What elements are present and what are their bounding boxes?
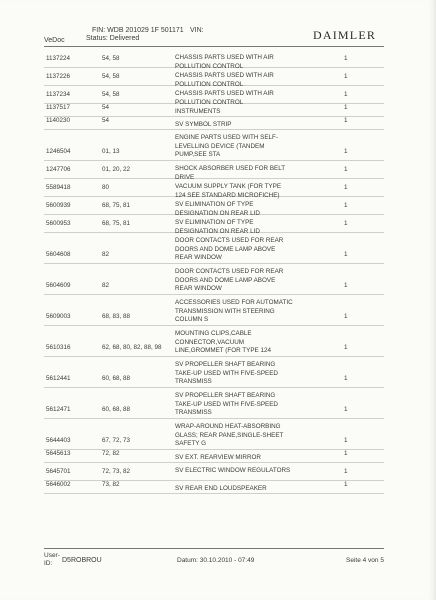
part-description: SV EXT. REARVIEW MIRROR <box>175 454 261 461</box>
group-numbers: 68, 75, 81 <box>102 202 131 210</box>
quantity: 1 <box>344 117 348 125</box>
part-code: 5644403 <box>46 437 71 445</box>
table-row <box>44 326 384 357</box>
daimler-logo: DAIMLER <box>313 28 377 42</box>
quantity: 1 <box>344 202 348 210</box>
quantity: 1 <box>344 282 348 290</box>
group-numbers: 68, 75, 81 <box>102 220 131 228</box>
group-numbers: 01, 20, 22 <box>102 166 131 174</box>
part-code: 5600953 <box>46 220 71 228</box>
part-description: ACCESSORIES USED FOR AUTOMATIC TRANSMISSION WITH STEERING COLUMN S <box>175 299 293 324</box>
part-code: 5610316 <box>46 344 71 352</box>
quantity: 1 <box>344 450 348 458</box>
part-description: SV ELIMINATION OF TYPE DESIGNATION ON REAR LID <box>175 219 260 235</box>
group-numbers: 54, 58 <box>102 91 120 99</box>
part-code: 5604608 <box>46 251 71 259</box>
group-numbers: 54, 58 <box>102 55 120 63</box>
table-row <box>44 450 384 463</box>
part-code: 1137226 <box>46 73 71 81</box>
status-text: Status: Delivered <box>86 35 140 42</box>
quantity: 1 <box>344 220 348 228</box>
page-number: Seite 4 von 5 <box>346 557 384 564</box>
part-description: SHOCK ABSORBER USED FOR BELT DRIVE <box>175 165 285 181</box>
quantity: 1 <box>344 91 348 99</box>
table-row <box>44 388 384 419</box>
page-header <box>0 0 436 50</box>
group-numbers: 54, 58 <box>102 73 120 81</box>
part-code: 5589418 <box>46 184 71 192</box>
table-row <box>44 264 384 295</box>
quantity: 1 <box>344 55 348 63</box>
table-row <box>44 86 384 104</box>
quantity: 1 <box>344 406 348 414</box>
table-row <box>44 233 384 264</box>
part-description: CHASSIS PARTS USED WITH AIR POLLUTION CONTROL <box>175 72 274 88</box>
group-numbers: 82 <box>102 251 110 259</box>
table-row <box>44 117 384 130</box>
part-description: SV PROPELLER SHAFT BEARING TAKE-UP USED WITH FIVE-SPEED TRANSMISS <box>175 392 278 417</box>
footer-divider <box>44 548 384 549</box>
part-code: 5612441 <box>46 375 71 383</box>
group-numbers: 67, 72, 73 <box>102 437 131 445</box>
quantity: 1 <box>344 313 348 321</box>
table-row <box>44 161 384 179</box>
quantity: 1 <box>344 437 348 445</box>
group-numbers: 01, 13 <box>102 148 120 156</box>
vedoc-label: VeDoc <box>44 37 65 44</box>
table-row <box>44 50 384 68</box>
group-numbers: 60, 68, 88 <box>102 375 131 383</box>
quantity: 1 <box>344 184 348 192</box>
table-row <box>44 130 384 161</box>
group-numbers: 62, 68, 80, 82, 88, 98 <box>102 344 162 352</box>
group-numbers: 73, 82 <box>102 481 120 489</box>
header-divider <box>44 46 384 47</box>
quantity: 1 <box>344 104 348 112</box>
part-description: VACUUM SUPPLY TANK (FOR TYPE 124 SEE STANDARD MICROFICHE) <box>175 183 282 199</box>
part-description: SV SYMBOL STRIP <box>175 121 232 128</box>
group-numbers: 80 <box>102 184 110 192</box>
quantity: 1 <box>344 251 348 259</box>
table-row <box>44 463 384 481</box>
group-numbers: 60, 68, 88 <box>102 406 131 414</box>
part-description: SV PROPELLER SHAFT BEARING TAKE-UP USED WITH FIVE-SPEED TRANSMISS <box>175 361 278 386</box>
part-code: 5604609 <box>46 282 71 290</box>
print-date: Datum: 30.10.2010 - 07:49 <box>177 557 255 564</box>
part-code: 5645701 <box>46 468 71 476</box>
group-numbers: 72, 73, 82 <box>102 468 131 476</box>
part-description: DOOR CONTACTS USED FOR REAR DOORS AND DOME LAMP ABOVE REAR WINDOW <box>175 237 284 262</box>
quantity: 1 <box>344 166 348 174</box>
group-numbers: 54 <box>102 104 110 112</box>
part-description: SV REAR END LOUDSPEAKER <box>175 485 267 492</box>
table-row <box>44 419 384 450</box>
group-numbers: 68, 83, 88 <box>102 313 131 321</box>
quantity: 1 <box>344 73 348 81</box>
part-code: 5612471 <box>46 406 71 414</box>
user-id-value: D5ROBROU <box>62 557 102 564</box>
user-id-label: User-ID: <box>44 552 60 567</box>
group-numbers: 54 <box>102 117 110 125</box>
part-code: 1247706 <box>46 166 71 174</box>
quantity: 1 <box>344 344 348 352</box>
part-code: 1137224 <box>46 55 71 63</box>
part-description: SV ELIMINATION OF TYPE DESIGNATION ON REAR LID <box>175 201 260 217</box>
table-row <box>44 215 384 233</box>
parts-table <box>44 50 384 494</box>
part-code: 1140230 <box>46 117 71 125</box>
quantity: 1 <box>344 148 348 156</box>
part-description: DOOR CONTACTS USED FOR REAR DOORS AND DOME LAMP ABOVE REAR WINDOW <box>175 268 284 293</box>
table-row <box>44 179 384 197</box>
quantity: 1 <box>344 375 348 383</box>
fin-line <box>92 27 204 34</box>
table-row <box>44 357 384 388</box>
part-code: 5645613 <box>46 450 71 458</box>
table-row <box>44 197 384 215</box>
part-code: 1137517 <box>46 104 71 112</box>
part-description: MOUNTING CLIPS,CABLE CONNECTOR,VACUUM LINE,GROMMET (FOR TYPE 124 <box>175 330 271 355</box>
quantity: 1 <box>344 468 348 476</box>
part-code: 1137234 <box>46 91 71 99</box>
part-code: 5646002 <box>46 481 71 489</box>
part-description: WRAP-AROUND HEAT-ABSORBING GLASS; REAR PANE,SINGLE-SHEET SAFETY G <box>175 423 284 448</box>
vin-label: VIN: <box>190 27 204 34</box>
group-numbers: 72, 82 <box>102 450 120 458</box>
part-code: 5609003 <box>46 313 71 321</box>
part-code: 1246504 <box>46 148 71 156</box>
part-description: ENGINE PARTS USED WITH SELF-LEVELLING DEVICE (TANDEM PUMP,SEE STA <box>175 134 278 159</box>
part-description: SV ELECTRIC WINDOW REGULATORS <box>175 467 291 474</box>
part-description: INSTRUMENTS <box>175 108 221 115</box>
part-description: CHASSIS PARTS USED WITH AIR POLLUTION CONTROL <box>175 54 274 70</box>
table-row <box>44 68 384 86</box>
part-code: 5600939 <box>46 202 71 210</box>
part-description: CHASSIS PARTS USED WITH AIR POLLUTION CONTROL <box>175 90 274 106</box>
table-row <box>44 295 384 326</box>
group-numbers: 82 <box>102 282 110 290</box>
quantity: 1 <box>344 481 348 489</box>
fin-number: FIN: WDB 201029 1F 501171 <box>92 27 184 34</box>
table-row <box>44 481 384 494</box>
table-row <box>44 104 384 117</box>
